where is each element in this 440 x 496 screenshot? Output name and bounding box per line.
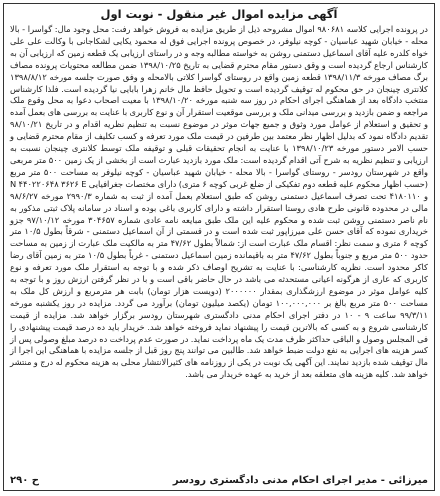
footer-code: ح ۲۹۰ [10, 475, 40, 486]
notice-title: آگهی مزایده اموال غیر منقول - نوبت اول [100, 7, 338, 21]
auction-notice [3, 3, 435, 491]
footer-signature: میرزائی - مدیر اجرای احکام مدنی دادگستری رودسر [172, 475, 428, 486]
notice-footer [10, 475, 428, 486]
notice-body: در پرونده اجرایی کلاسه ۹۸۰۶۸۱ اموال مشروحه ذیل از طریق مزایده به فروش خواهد رفت: محل وجود مال: گواسرا - بالا محله - خیابان شهید عباسیان - کوچه نیلوفر، در خصوص پرونده اجرایی فوق له محمود یکایی لشکاجانی با وکالت علی علی خواه کلدره علیه آقای اسماعیل دستمنی روشن به خواسته مطالبه وجه و در راستای ارزیابی یک قطعه زمین که ارزیابی آن به کارشناس ارجاع گردیده است و وقق دستور مقام محترم قضایی به تاریخ ۱۳۹۸/۱۰/۲۵ ضمن مطالعه محتویات پرونده مصاف برگ مصاف مورخه ۱۳۹۸/۱۱/۳ قطعه زمین واقع در روستای گواسرا کلاتی بالامحله و وفق صورت جلسه مورخه ۱۳۹۸/۸/۱۲ کلانتری چینجان در حق محکوم له توقیف گردیده است و تحویل حافظ مال خانم زهرا بابایی نیا گردیده است. فلذا کارشناس منتخب دادگاه بعد از هماهنگی اجرای احکام در روز سه شنبه مورخه ۱۳۹۸/۱۰/۲۰ با معیت اصحاب دعوا به محل وقوع ملک مراجعه و ضمن بازدید و بررسی میدانی ملک و بررسی موقعیت استقرار آن و نوع کاربری با عنایت به بررسی های بعمل آمده و تحقیق و استعلام از عوامل مورد وثوق و جمیع جهات موثر در موضوع نسبت به تنظیم نظریه اقدام و در تاریخ ۹۸/۱۰/۲۱ تقدیم دادگاه نمود که بدلیل اظهار نظر معتمد بین طرفین در قیمت ملک مورد تعرفه و کسب تکلیف از مقام محترم قضایی و حسب الامر دستور مورخه ۱۳۹۸/۱۰/۲۳ با عنایت به انجام تحقیقات قبلی و توقیفه ملک توسط کلانتری چینجان نسبت به ارزیابی و تنظیم نظریه به شرح آتی اقدام گردیده است: ملک مورد بازدید عبارت است از بخشی از یک زمین ۵۰۰ متر مربعی واقع در شهرستان رودسر - روستای گواسرا - بالا محله - خیابان شهید عباسیان - کوچه نیلوفر به مساحت ۵۰۰ متر مربع (حسب اظهار محکوم علیه قطعه دوم تفکیکی از ضلع غربی کوچه ۶ متری) دارای مختصات جغرافیایی N ۴۴۰۲۲۰۶۴۸ ۳۶۲۶ E و ۴۱۸۰۱۱۰ تحت تصرف اسماعیل دستمنی روشن که طبق استعلام بعمل آمده از ثبت به شماره ۲۹۹۰/۳ مورخه ۹۸/۶/۲۷ مالی در محدوده قانونی طرح هادی روستا استقرار داشته و دارای کاربری باغی بوده و اسناد در سامانه پلاک ثبتی مذکور به نام ناصر دستمنی روشن ثبت شده و محکوم علیه این ملک طبق مبایعه نامه عادی شماره ۳۰۴۶۵۷ مورخه ۹۷/۱۰/۱۲ جزو خریداری نموده که آقای حسن علی میرزاپور ثبت شده است و در قسمتی از آن اسماعیل دستمنی - شرقاً بطول ۱۰/۵ متر کوچه ۶ متری و سمت نظر: اقسام ملک عبارت است از: شمالاً بطول ۴۷/۶۲ متر به مالکیت ملک عبارت از زمین به مساحت حدود ۵۰۰ متر مربع و جنوباً بطول ۴۷/۶۲ متر به باقیمانده زمین اسماعیل دستمنی - غرباً بطول ۱۰/۵ متر به زمین آقای رضا کاکر محدود است. نظریه کارشناسی: با عنایت به تشریح اوصاف ذکر شده و با توجه به استقرار ملک مورد تعرفه و نوع کاربری که عاری از هرگونه اعیانی مستحدثه می باشد در حال حاضر باقی است و با در نظر گرفتن ارزش روز و با توجه به کلیه عوامل موثر در موضوع ارزشگذاری بمقدار ۲۰۰۰۰۰۰ (دویست هزار تومان) بابت هر مترمربع و ارزش کل ملک به مساحت ۵۰۰ متر مربع بالغ بر ۱۰۰,۰۰۰,۰۰۰ تومان (یکصد میلیون تومان) برآورد می گردد. مزایده در روز یکشنبه مورخه ۹۹/۳/۱۱ ساعت ۹ - ۱۰ در دفتر اجرای احکام مدنی دادگستری شهرستان رودسر برگزار خواهد شد. مزایده از قیمت کارشناسی شروع و به کسی که بالاترین قیمت را پیشنهاد نماید فروخته خواهد شد. خریدار باید ده درصد قیمت پیشنهادی را فی المجلس وصول و الباقی حداکثر ظرف مدت یک ماه پرداخت نماید. در صورت عدم پرداخت ده درصد مبلغ وصولی پس از کسر هزینه های اجرایی به نفع دولت ضبط خواهد شد. طالبین می توانند پنج روز قبل از جلسه مزایده با هماهنگی این اجرا از مال توقیف شده بازدید نمایند. این آگهی یک نوبت در یکی از روزنامه های کثیرالانتشار محلی به هزینه محکوم له درج و منتشر خواهد شد. کلیه هزینه های متعلقه بعد از خرید به عهده خریدار می باشد. [10, 24, 429, 380]
